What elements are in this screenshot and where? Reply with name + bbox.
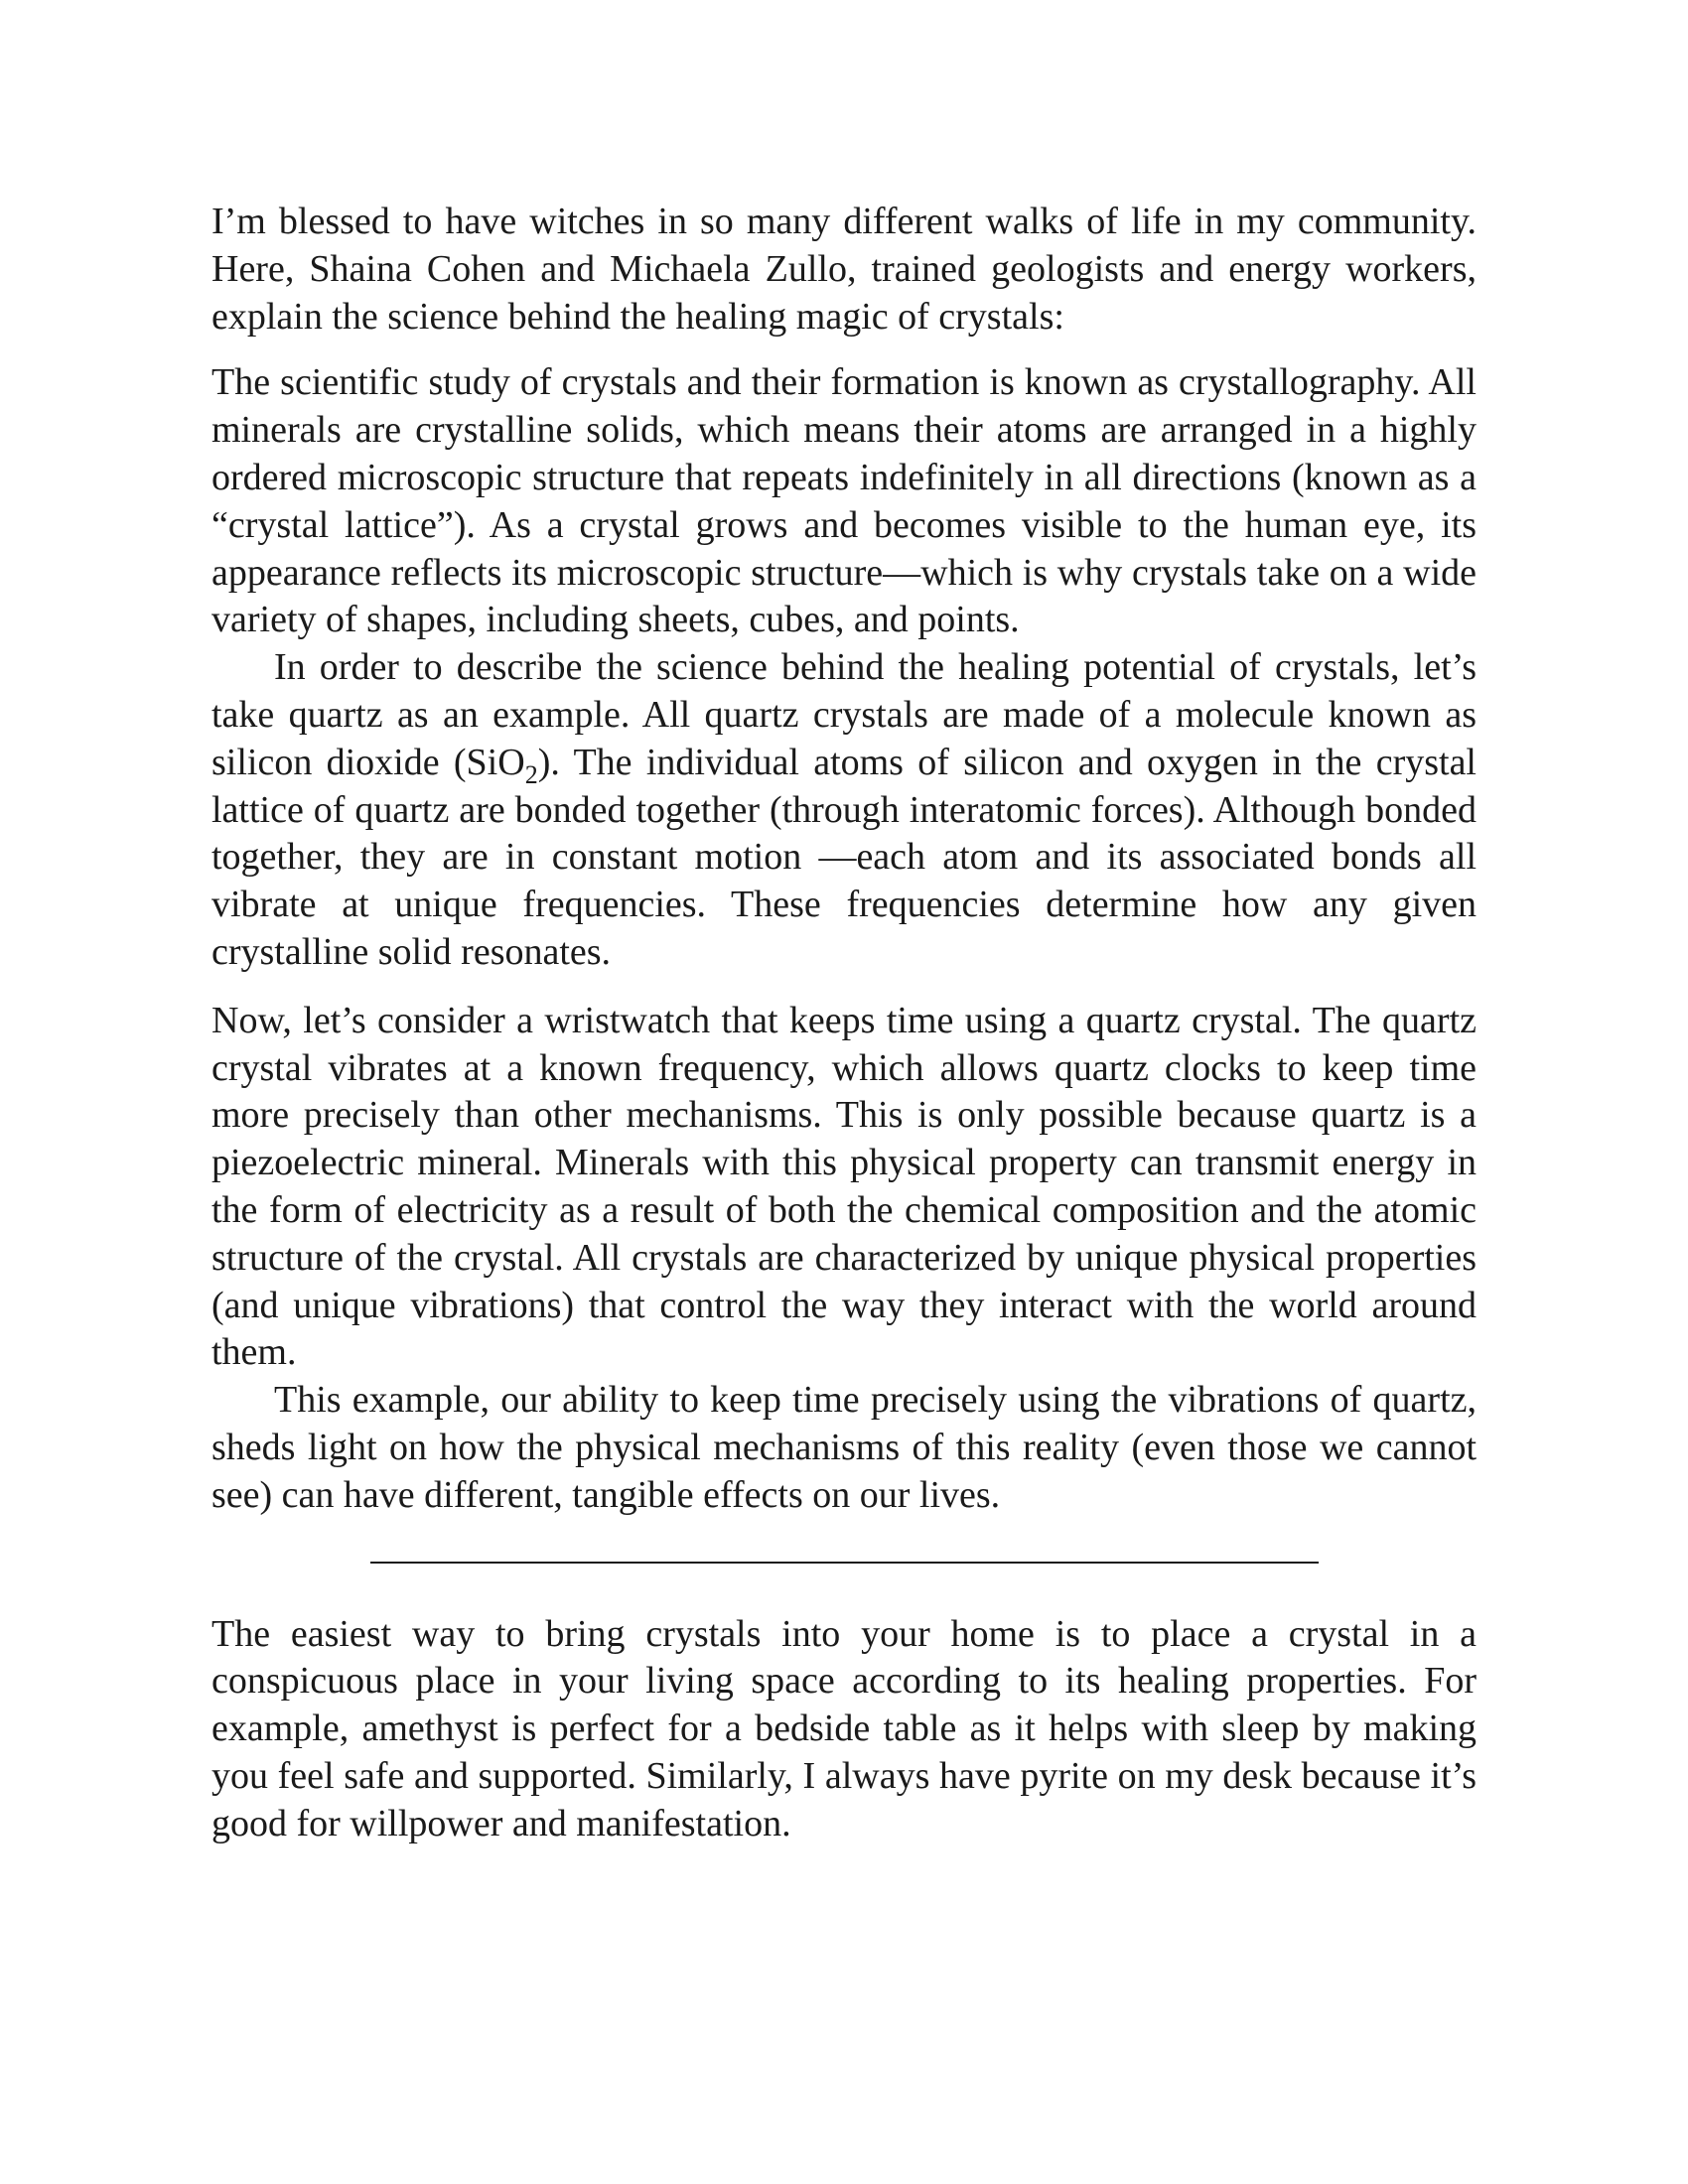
quartz-text-before: In order to describe the science behind the healing potential of crystals, let’s take quartz as an example. All quartz crystals are made of a molecule known as silicon dioxide (SiO	[211, 646, 1477, 783]
home-crystals-paragraph: The easiest way to bring crystals into your home is to place a crystal in a conspicuous place in your living space according to its healing properties. For example, amethyst is perfect for a bedside table as it helps with sleep by making you feel safe and supported. Similarly, I always have pyrite on my desk because it’s good for willpower and manifestation.	[211, 1612, 1477, 1844]
wristwatch-paragraph: Now, let’s consider a wristwatch that keeps time using a quartz crystal. The quartz crystal vibrates at a known frequency, which allows quartz clocks to keep time more precisely than other mechanisms. This is only possible because quartz is a piezoelectric mineral. Minerals with this physical property can transmit energy in the form of electricity as a result of both the chemical composition and the atomic structure of the crystal. All crystals are characterized by unique physical properties (and unique vibrations) that control the way they interact with the world around them.	[211, 999, 1477, 1374]
timekeeping-paragraph: This example, our ability to keep time precisely using the vibrations of quartz, sheds light on how the physical mechanisms of this reality (even those we cannot see) can have different, tangible effects on our lives.	[211, 1379, 1477, 1516]
section-divider	[370, 1562, 1319, 1564]
quartz-example-paragraph	[211, 644, 1477, 977]
crystallography-paragraph: The scientific study of crystals and their formation is known as crystallography. All minerals are crystalline solids, which means their atoms are arranged in a highly ordered microscopic structure that repeats indefinitely in all directions (known as a “crystal lattice”). As a crystal grows and becomes visible to the human eye, its appearance reflects its microscopic structure—which is why crystals take on a wide variety of shapes, including sheets, cubes, and points.	[211, 361, 1477, 641]
sio2-subscript: 2	[524, 759, 538, 789]
intro-paragraph: I’m blessed to have witches in so many different walks of life in my community. Here, Shaina Cohen and Michaela Zullo, trained geologists and energy workers, explain the science behind the healing magic of crystals:	[211, 201, 1477, 338]
book-page	[211, 199, 1477, 1848]
quartz-text-after: ). The individual atoms of silicon and oxygen in the crystal lattice of quartz are bonded together (through interatomic forces). Although bonded together, they are in constant motion —each atom and its associated bonds all vibrate at unique frequencies. These frequencies determine how any given crystalline solid resonates.	[211, 741, 1477, 973]
